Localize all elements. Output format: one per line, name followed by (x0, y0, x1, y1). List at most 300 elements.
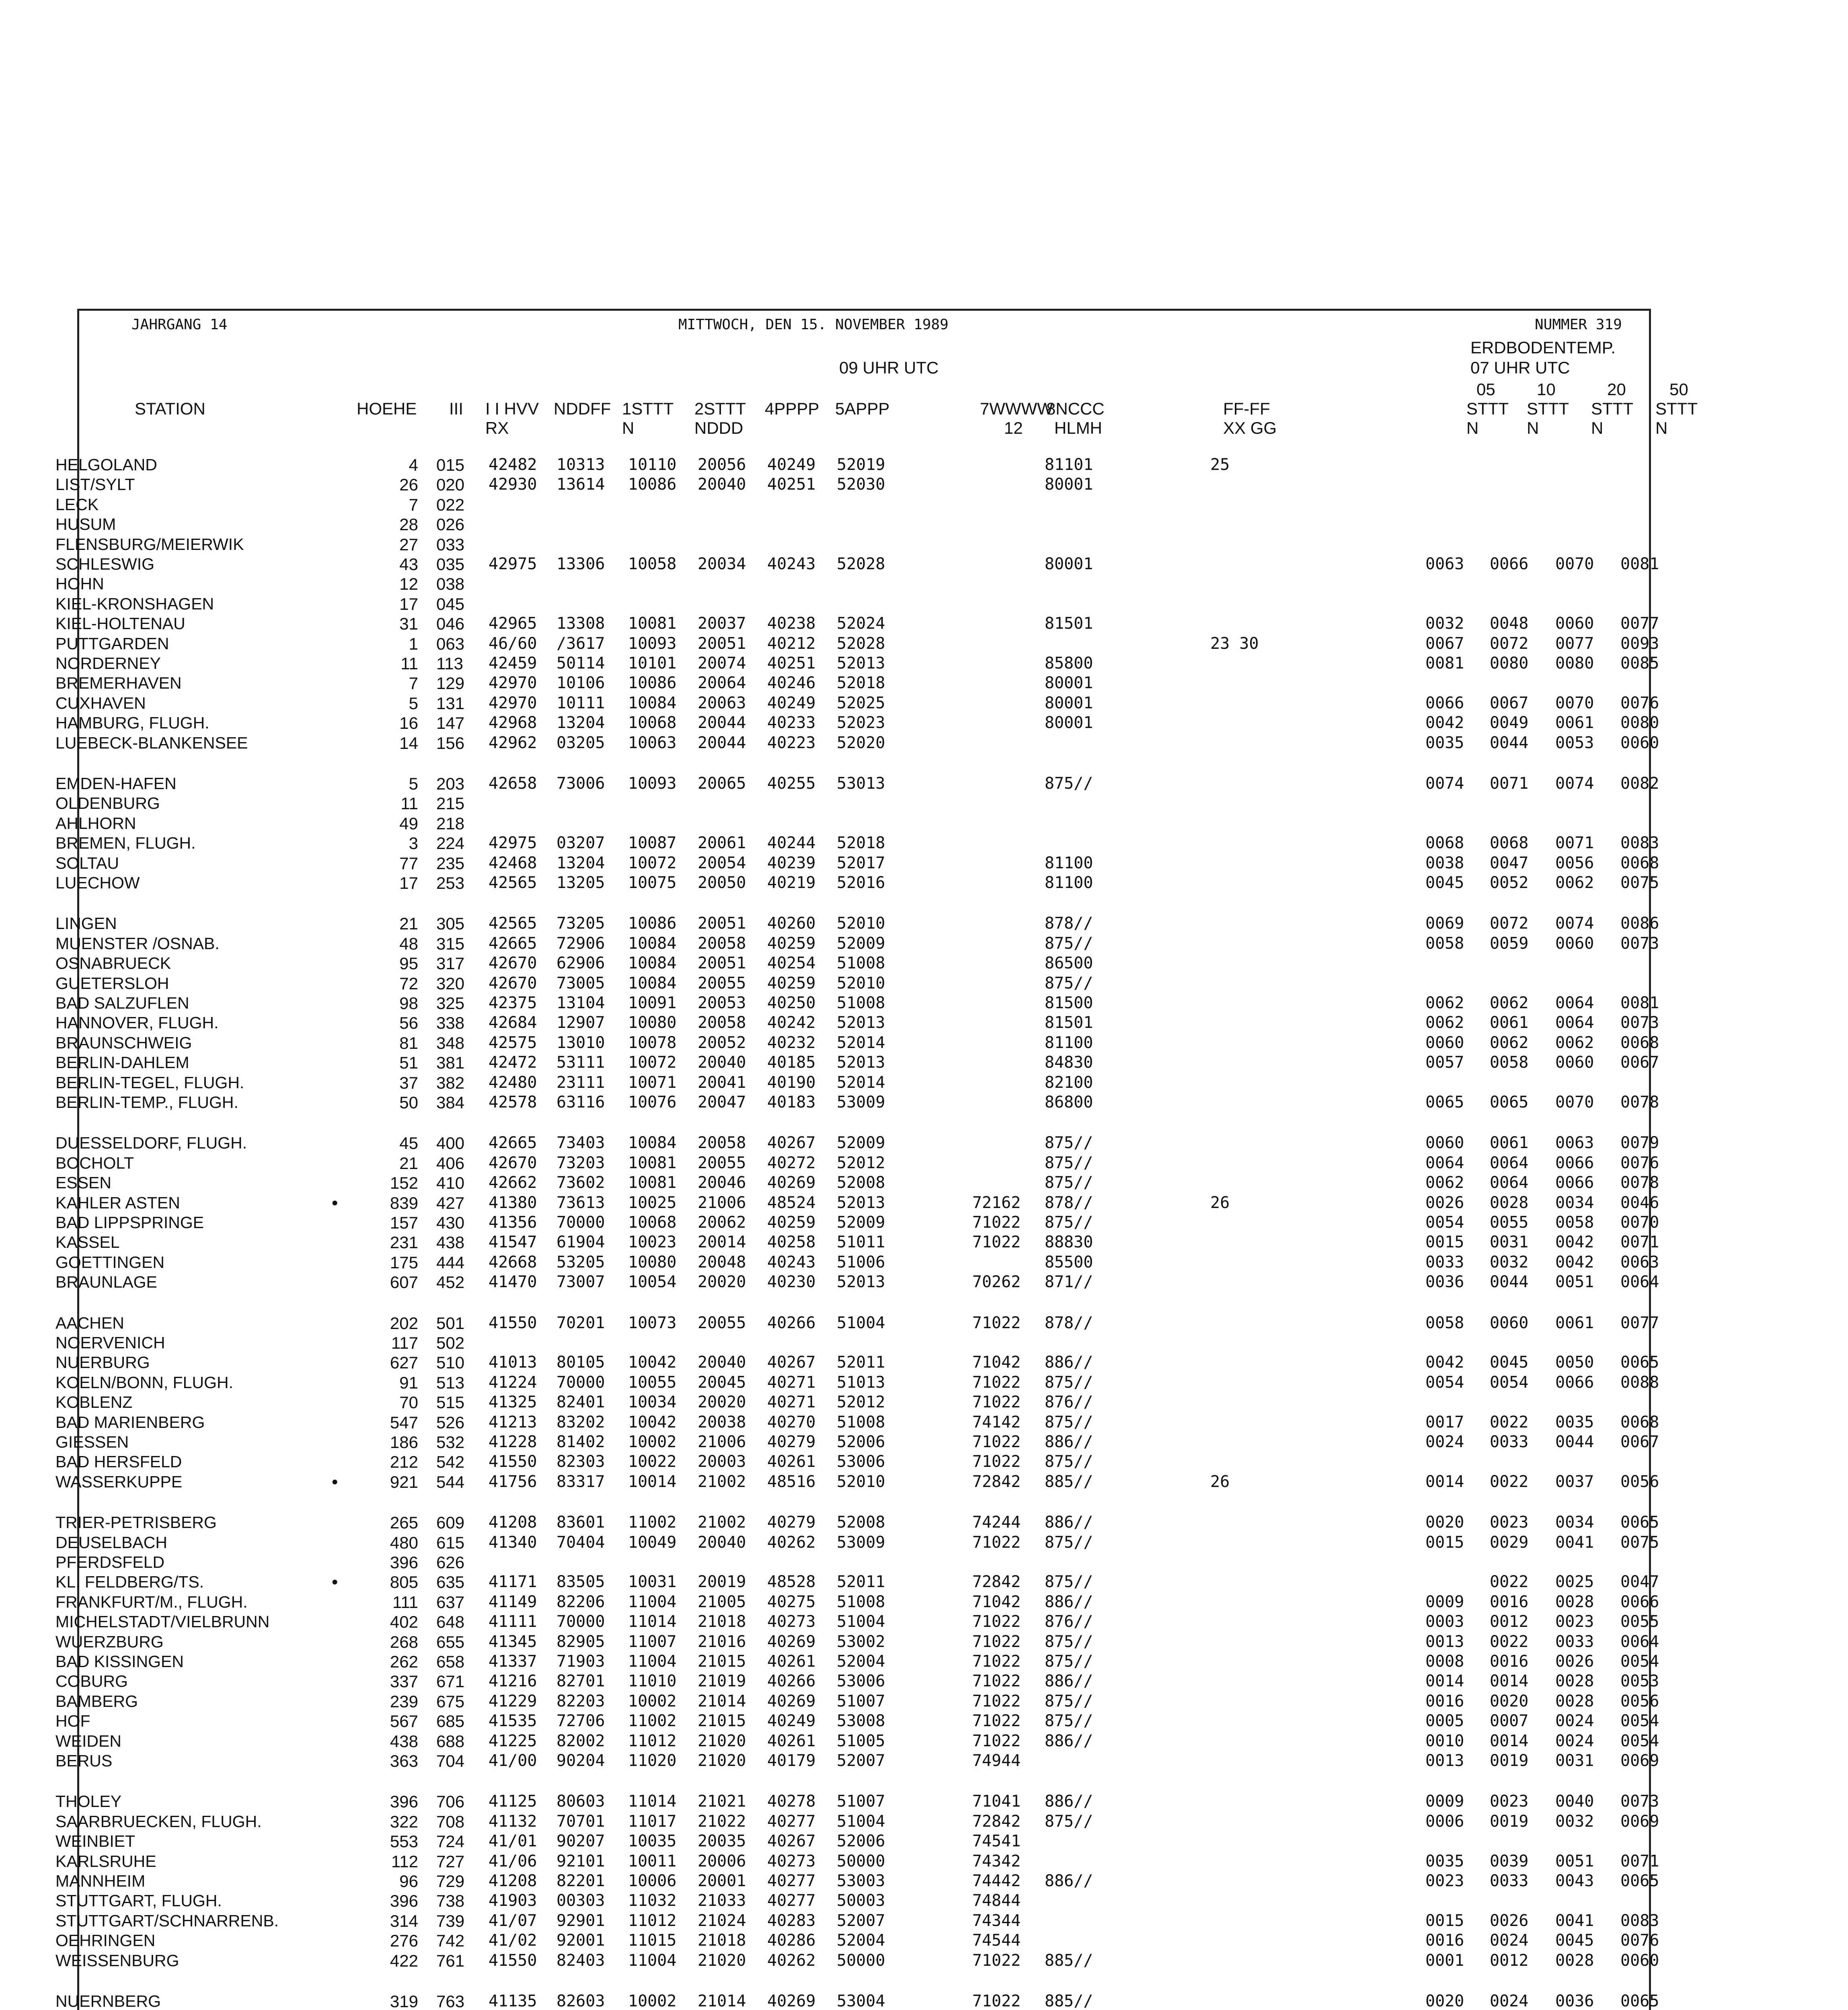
obs-value: 40223 (767, 733, 816, 752)
obs-value: 10076 (628, 1093, 677, 1112)
obs-value: 85500 (1045, 1253, 1093, 1272)
obs-value: 0028 (1555, 1592, 1594, 1611)
table-row (0, 1553, 1848, 1572)
obs-value: 0056 (1620, 1472, 1659, 1491)
table-row (0, 1093, 1848, 1112)
obs-value: 21020 (698, 1731, 746, 1750)
obs-value: 52009 (837, 934, 885, 953)
obs-value: 53009 (837, 1533, 885, 1552)
obs-value: 63116 (556, 1093, 605, 1112)
obs-value: 71022 (972, 1213, 1021, 1232)
obs-value: 0007 (1490, 1712, 1529, 1731)
obs-value: 0044 (1490, 733, 1529, 752)
obs-value: 21021 (698, 1792, 746, 1811)
obs-value: 0069 (1620, 1812, 1659, 1831)
obs-value: 20040 (698, 1353, 746, 1372)
obs-value: 41380 (489, 1193, 537, 1212)
obs-value: 0058 (1555, 1213, 1594, 1232)
obs-value: 73005 (556, 974, 605, 993)
table-row (0, 455, 1848, 475)
obs-value: 0050 (1555, 1353, 1594, 1372)
obs-value: 40258 (767, 1233, 816, 1252)
obs-value: 20051 (698, 954, 746, 973)
obs-value: 0013 (1425, 1752, 1464, 1770)
table-row (0, 934, 1848, 954)
obs-value: 875// (1045, 934, 1093, 953)
obs-value: 11002 (628, 1513, 677, 1532)
obs-value: 10072 (628, 1053, 677, 1072)
obs-value: 0054 (1490, 1373, 1529, 1392)
station-id: 235 (436, 853, 465, 873)
obs-value: 10086 (628, 475, 677, 494)
obs-value: 42375 (489, 994, 537, 1012)
table-row (0, 914, 1848, 933)
obs-value: 82203 (556, 1692, 605, 1711)
obs-value: 72706 (556, 1712, 605, 1731)
station-name: BAD KISSINGEN (55, 1652, 184, 1671)
obs-value: 875// (1045, 1373, 1093, 1392)
obs-value: 50114 (556, 654, 605, 673)
obs-value: 71042 (972, 1592, 1021, 1611)
station-height: 805 (390, 1573, 418, 1592)
obs-value: 0077 (1620, 614, 1659, 633)
report-date: MITTWOCH, DEN 15. NOVEMBER 1989 (678, 316, 949, 333)
station-id: 658 (436, 1652, 465, 1671)
obs-value: 10035 (628, 1832, 677, 1851)
obs-value: 875// (1045, 1652, 1093, 1671)
station-id: 502 (436, 1333, 465, 1352)
obs-value: 42670 (489, 954, 537, 973)
station-height: 396 (390, 1891, 418, 1911)
station-name: BAD SALZUFLEN (55, 994, 189, 1012)
col-w12: 12 (1004, 418, 1023, 437)
obs-value: 71022 (972, 1692, 1021, 1711)
obs-value: 0054 (1620, 1652, 1659, 1671)
obs-value: 40275 (767, 1592, 816, 1611)
station-id: 022 (436, 495, 465, 514)
obs-value: 53006 (837, 1672, 885, 1691)
obs-value: 21014 (698, 1992, 746, 2010)
station-id: 526 (436, 1413, 465, 1432)
obs-value: 42472 (489, 1053, 537, 1072)
station-id: 315 (436, 934, 465, 953)
station-id: 215 (436, 794, 465, 813)
obs-value: 40277 (767, 1872, 816, 1890)
obs-value: 10075 (628, 874, 677, 892)
obs-value: 0066 (1425, 693, 1464, 712)
station-name: MANNHEIM (55, 1872, 146, 1890)
obs-value: 20040 (698, 475, 746, 494)
station-name: KL. FELDBERG/TS. (55, 1573, 204, 1592)
obs-value: 0040 (1555, 1792, 1594, 1811)
obs-value: 0012 (1490, 1612, 1529, 1631)
obs-value: 0070 (1620, 1213, 1659, 1232)
obs-value: 20063 (698, 693, 746, 712)
obs-value: 41345 (489, 1632, 537, 1651)
station-id: 033 (436, 535, 465, 554)
obs-value: 0064 (1490, 1153, 1529, 1172)
obs-value: 10081 (628, 1153, 677, 1172)
obs-value: 0064 (1555, 1013, 1594, 1032)
obs-value: 74944 (972, 1752, 1021, 1770)
obs-value: 21024 (698, 1911, 746, 1930)
obs-value: 20058 (698, 934, 746, 953)
obs-value: 53003 (837, 1872, 885, 1890)
obs-value: 82401 (556, 1393, 605, 1412)
table-row (0, 1253, 1848, 1272)
table-row (0, 1711, 1848, 1731)
obs-value: 40266 (767, 1313, 816, 1332)
obs-value: 52013 (837, 654, 885, 673)
obs-value: 71022 (972, 1233, 1021, 1252)
station-name: PFERDSFELD (55, 1553, 165, 1571)
station-name: LUECHOW (55, 874, 140, 892)
obs-value: 40179 (767, 1752, 816, 1770)
obs-value: 0066 (1555, 1173, 1594, 1192)
table-row (0, 1652, 1848, 1672)
obs-value: 90204 (556, 1752, 605, 1770)
station-name: NUERNBERG (55, 1992, 161, 2010)
obs-value: 82002 (556, 1731, 605, 1750)
station-height: 11 (400, 794, 418, 813)
obs-value: 0081 (1425, 654, 1464, 673)
obs-value: 0083 (1620, 1911, 1659, 1930)
obs-value: 51007 (837, 1792, 885, 1811)
obs-value: 0081 (1620, 555, 1659, 573)
obs-value: 0062 (1425, 1013, 1464, 1032)
obs-value: 40273 (767, 1612, 816, 1631)
station-name: FLENSBURG/MEIERWIK (55, 535, 244, 554)
obs-value: 13614 (556, 475, 605, 494)
obs-value: 53006 (837, 1452, 885, 1471)
obs-value: 80105 (556, 1353, 605, 1372)
obs-value: 62906 (556, 954, 605, 973)
obs-value: 0031 (1490, 1233, 1529, 1252)
obs-value: 0015 (1425, 1533, 1464, 1552)
obs-value: 0080 (1620, 714, 1659, 732)
obs-value: 878// (1045, 1193, 1093, 1212)
obs-value: 10084 (628, 934, 677, 953)
obs-value: 20061 (698, 834, 746, 853)
station-height: 202 (390, 1313, 418, 1333)
obs-value: 70262 (972, 1273, 1021, 1292)
obs-value: 13104 (556, 994, 605, 1012)
obs-value: 0058 (1425, 934, 1464, 953)
obs-value: 42965 (489, 614, 537, 633)
obs-value: 52004 (837, 1652, 885, 1671)
obs-value: 50003 (837, 1891, 885, 1910)
obs-value: 10084 (628, 974, 677, 993)
station-height: 17 (399, 594, 418, 613)
obs-value: 0024 (1555, 1712, 1594, 1731)
station-name: BAMBERG (55, 1692, 138, 1711)
station-id: 655 (436, 1632, 465, 1651)
obs-value: 0036 (1425, 1273, 1464, 1292)
obs-value: 0066 (1490, 555, 1529, 573)
obs-value: 21022 (698, 1812, 746, 1831)
table-row (0, 634, 1848, 654)
table-row (0, 1133, 1848, 1153)
obs-value: 41208 (489, 1513, 537, 1532)
obs-value: 875// (1045, 1573, 1093, 1592)
obs-value: 41224 (489, 1373, 537, 1392)
obs-value: 11002 (628, 1712, 677, 1731)
obs-value: 73205 (556, 914, 605, 933)
obs-value: 0058 (1425, 1313, 1464, 1332)
obs-value: 41216 (489, 1672, 537, 1691)
obs-value: 0016 (1490, 1652, 1529, 1671)
station-height: 186 (390, 1433, 418, 1452)
obs-value: 0020 (1425, 1992, 1464, 2010)
obs-value: 0074 (1555, 914, 1594, 933)
obs-value: 0051 (1555, 1852, 1594, 1871)
obs-value: 0074 (1425, 774, 1464, 793)
station-height: 627 (390, 1353, 418, 1372)
obs-value: 0080 (1555, 654, 1594, 673)
table-row (0, 733, 1848, 753)
obs-value: 875// (1045, 1712, 1093, 1731)
station-id: 685 (436, 1712, 465, 1731)
station-name: GIESSEN (55, 1433, 129, 1451)
obs-value: 21018 (698, 1612, 746, 1631)
station-height: 17 (399, 874, 418, 892)
station-height: 157 (390, 1213, 418, 1232)
station-name: THOLEY (55, 1792, 122, 1811)
obs-value: 0054 (1425, 1213, 1464, 1232)
obs-value: 52024 (837, 614, 885, 633)
obs-value: 40260 (767, 914, 816, 933)
obs-value: 52020 (837, 733, 885, 752)
col-rx: RX (485, 418, 509, 437)
obs-value: 51008 (837, 1592, 885, 1611)
obs-value: 83505 (556, 1573, 605, 1592)
obs-value: 51008 (837, 954, 885, 973)
station-id: 384 (436, 1093, 465, 1112)
station-name: LINGEN (55, 914, 117, 933)
station-name: WUERZBURG (55, 1632, 164, 1651)
obs-value: 0043 (1555, 1872, 1594, 1890)
station-id: 742 (436, 1931, 465, 1951)
station-id: 542 (436, 1452, 465, 1472)
obs-value: 0064 (1425, 1153, 1464, 1172)
obs-value: 0013 (1425, 1632, 1464, 1651)
obs-value: 0068 (1425, 834, 1464, 853)
station-id: 761 (436, 1951, 465, 1970)
station-name: HANNOVER, FLUGH. (55, 1013, 219, 1032)
obs-value: 41171 (489, 1573, 537, 1592)
obs-value: 876// (1045, 1393, 1093, 1412)
col-1sttt: 1STTT (622, 399, 674, 418)
station-id: 224 (436, 834, 465, 853)
station-id: 320 (436, 974, 465, 993)
obs-value: 10081 (628, 1173, 677, 1192)
station-id: 727 (436, 1852, 465, 1871)
obs-value: 20014 (698, 1233, 746, 1252)
obs-value: 82403 (556, 1951, 605, 1970)
table-row (0, 1992, 1848, 2010)
obs-value: 0077 (1620, 1313, 1659, 1332)
obs-value: 52013 (837, 1013, 885, 1032)
obs-value: 52028 (837, 634, 885, 653)
obs-value: 42968 (489, 714, 537, 732)
obs-value: 0060 (1620, 733, 1659, 752)
station-height: 231 (390, 1233, 418, 1252)
station-id: 325 (436, 994, 465, 1013)
obs-value: 84830 (1045, 1053, 1093, 1072)
obs-value: 74442 (972, 1872, 1021, 1890)
table-row (0, 1173, 1848, 1193)
obs-value: 42665 (489, 934, 537, 953)
obs-value: 0032 (1425, 614, 1464, 633)
station-height: 314 (390, 1911, 418, 1930)
station-name: HELGOLAND (55, 455, 157, 474)
jahrgang: JAHRGANG 14 (131, 316, 228, 333)
obs-value: 0060 (1555, 1053, 1594, 1072)
obs-value: 886// (1045, 1872, 1093, 1890)
obs-value: 74142 (972, 1413, 1021, 1432)
obs-value: 92101 (556, 1852, 605, 1871)
station-id: 020 (436, 475, 465, 494)
table-row (0, 1033, 1848, 1053)
table-row (0, 1592, 1848, 1612)
obs-value: 0086 (1620, 914, 1659, 933)
obs-value: 10002 (628, 1433, 677, 1451)
obs-value: 0015 (1425, 1911, 1464, 1930)
obs-value: 0052 (1490, 874, 1529, 892)
station-name: BERLIN-TEGEL, FLUGH. (55, 1073, 244, 1092)
obs-value: 40244 (767, 834, 816, 853)
station-id: 427 (436, 1193, 465, 1212)
obs-value: 10110 (628, 455, 677, 474)
obs-value: 41149 (489, 1592, 537, 1611)
obs-value: 0064 (1555, 994, 1594, 1012)
obs-value: 48516 (767, 1472, 816, 1491)
obs-value: 0075 (1620, 874, 1659, 892)
station-id: 706 (436, 1792, 465, 1811)
obs-value: 0025 (1555, 1573, 1594, 1592)
obs-value: 53205 (556, 1253, 605, 1272)
obs-value: 0062 (1425, 994, 1464, 1012)
obs-value: 20047 (698, 1093, 746, 1112)
station-id: 438 (436, 1233, 465, 1252)
obs-value: 0058 (1490, 1053, 1529, 1072)
obs-value: 20050 (698, 874, 746, 892)
station-id: 708 (436, 1812, 465, 1831)
station-name: BAD MARIENBERG (55, 1413, 205, 1432)
station-id: 046 (436, 614, 465, 634)
obs-value: 0038 (1425, 853, 1464, 872)
obs-value: 40243 (767, 1253, 816, 1272)
obs-value: 40249 (767, 1712, 816, 1731)
obs-value: 0054 (1620, 1712, 1659, 1731)
obs-value: 71022 (972, 1672, 1021, 1691)
obs-value: 40183 (767, 1093, 816, 1112)
obs-value: 86500 (1045, 954, 1093, 973)
obs-value: 0074 (1555, 774, 1594, 793)
obs-value: 40233 (767, 714, 816, 732)
station-name: WEISSENBURG (55, 1951, 179, 1970)
col-n-50: N (1655, 418, 1668, 437)
table-row (0, 1472, 1848, 1492)
obs-value: 83601 (556, 1513, 605, 1532)
station-name: LIST/SYLT (55, 475, 135, 494)
obs-value: 0066 (1620, 1592, 1659, 1611)
obs-value: 41013 (489, 1353, 537, 1372)
obs-value: 42970 (489, 674, 537, 693)
table-row (0, 1632, 1848, 1652)
obs-value: 52013 (837, 1273, 885, 1292)
obs-value: 70000 (556, 1612, 605, 1631)
table-row (0, 495, 1848, 515)
obs-value: 0020 (1425, 1513, 1464, 1532)
obs-value: 0033 (1425, 1253, 1464, 1272)
table-row (0, 535, 1848, 554)
obs-value: 51006 (837, 1253, 885, 1272)
obs-value: 0035 (1425, 733, 1464, 752)
obs-value: 41135 (489, 1992, 537, 2010)
obs-value: 41470 (489, 1273, 537, 1292)
obs-value: 11012 (628, 1731, 677, 1750)
obs-value: 41132 (489, 1812, 537, 1831)
station-height: 21 (399, 1153, 418, 1173)
obs-value: 21002 (698, 1472, 746, 1491)
col-iii: III (449, 399, 464, 418)
obs-value: 13308 (556, 614, 605, 633)
obs-value: 0056 (1555, 853, 1594, 872)
obs-value: 40262 (767, 1951, 816, 1970)
obs-value: 0045 (1555, 1931, 1594, 1950)
station-height: 77 (399, 853, 418, 873)
obs-value: 875// (1045, 1134, 1093, 1153)
obs-value: 886// (1045, 1792, 1093, 1811)
obs-value: 10063 (628, 733, 677, 752)
station-height: 98 (399, 994, 418, 1013)
obs-value: 20074 (698, 654, 746, 673)
station-name: WEINBIET (55, 1832, 136, 1851)
table-row (0, 1871, 1848, 1891)
obs-value: 53004 (837, 1992, 885, 2010)
obs-value: 0016 (1425, 1692, 1464, 1711)
obs-value: 40254 (767, 954, 816, 973)
obs-value: 52014 (837, 1033, 885, 1052)
station-id: 038 (436, 574, 465, 594)
obs-value: 10084 (628, 1134, 677, 1153)
obs-value: 52013 (837, 1193, 885, 1212)
obs-value: 0042 (1555, 1253, 1594, 1272)
mountain-station-marker: • (332, 1472, 338, 1492)
obs-value: 52010 (837, 1472, 885, 1491)
obs-value: 40249 (767, 693, 816, 712)
obs-value: 52018 (837, 834, 885, 853)
station-height: 276 (390, 1931, 418, 1951)
station-height: 31 (399, 614, 418, 634)
obs-value: 0083 (1620, 834, 1659, 853)
table-row (0, 1931, 1848, 1951)
table-row (0, 833, 1848, 853)
obs-value: 51013 (837, 1373, 885, 1392)
obs-value: 0093 (1620, 634, 1659, 653)
station-height: 337 (390, 1672, 418, 1691)
obs-value: 876// (1045, 1612, 1093, 1631)
obs-value: 0042 (1555, 1233, 1594, 1252)
obs-value: 41/06 (489, 1852, 537, 1871)
obs-value: 0037 (1555, 1472, 1594, 1491)
obs-value: 41125 (489, 1792, 537, 1811)
station-height: 396 (390, 1553, 418, 1572)
obs-value: 0061 (1490, 1013, 1529, 1032)
col-iihvv: I I HVV (485, 399, 539, 418)
obs-value: 10111 (556, 693, 605, 712)
